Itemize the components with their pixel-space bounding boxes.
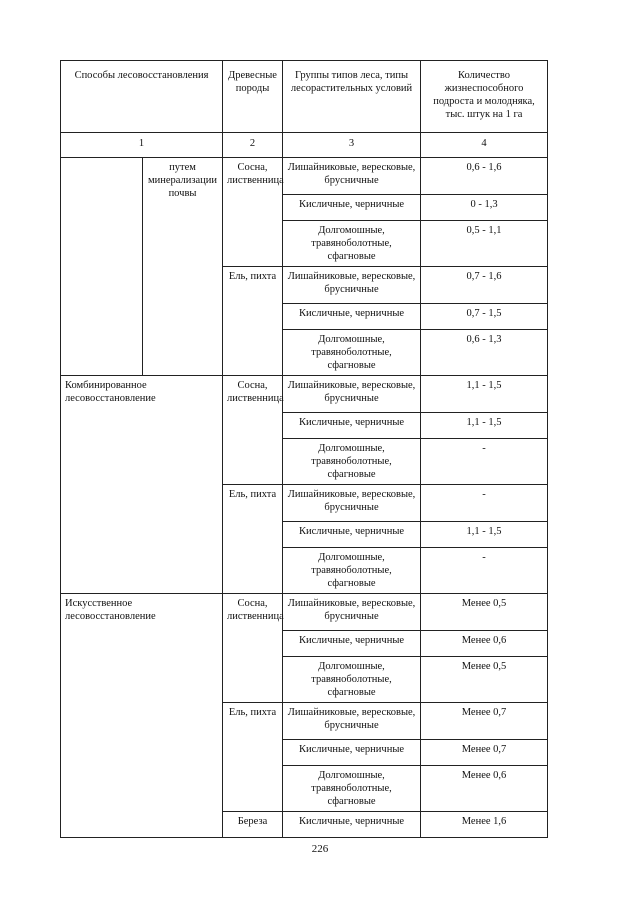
forest-type: Лишайниковые, вересковые, брусничные xyxy=(283,703,421,740)
forest-type: Лишайниковые, вересковые, брусничные xyxy=(283,376,421,413)
forest-type: Кисличные, черничные xyxy=(283,740,421,766)
species-pine-larch: Сосна, лиственница xyxy=(223,158,283,267)
quantity-value: Менее 0,7 xyxy=(421,703,548,740)
forest-type: Кисличные, черничные xyxy=(283,812,421,838)
quantity-value: - xyxy=(421,485,548,522)
method-mineralization: путем минерализации почвы xyxy=(143,158,223,376)
quantity-value: 0 - 1,3 xyxy=(421,195,548,221)
quantity-value: 1,1 - 1,5 xyxy=(421,376,548,413)
table-row xyxy=(61,376,548,413)
reforestation-table xyxy=(60,60,548,838)
table-row xyxy=(61,158,548,195)
header-quantity: Количество жизнеспособного подроста и молодняка, тыс. штук на 1 га xyxy=(421,61,548,133)
column-number-row xyxy=(61,133,548,158)
forest-type: Долгомошные, травяноболотные, сфагновые xyxy=(283,548,421,594)
quantity-value: Менее 1,6 xyxy=(421,812,548,838)
page-number: 226 xyxy=(311,843,329,855)
species-spruce-fir: Ель, пихта xyxy=(223,703,283,812)
header-row xyxy=(61,61,548,133)
quantity-value: Менее 0,5 xyxy=(421,657,548,703)
quantity-value: Менее 0,7 xyxy=(421,740,548,766)
forest-type: Долгомошные, травяноболотные, сфагновые xyxy=(283,766,421,812)
quantity-value: Менее 0,6 xyxy=(421,631,548,657)
quantity-value: 0,5 - 1,1 xyxy=(421,221,548,267)
method-combined: Комбинированное лесовосстановление xyxy=(61,376,223,594)
quantity-value: 0,6 - 1,3 xyxy=(421,330,548,376)
header-species: Древесные породы xyxy=(223,61,283,133)
species-birch: Береза xyxy=(223,812,283,838)
species-pine-larch: Сосна, лиственница xyxy=(223,376,283,485)
forest-type: Долгомошные, травяноболотные, сфагновые xyxy=(283,439,421,485)
quantity-value: 1,1 - 1,5 xyxy=(421,413,548,439)
forest-type: Лишайниковые, вересковые, брусничные xyxy=(283,267,421,304)
column-number: 3 xyxy=(283,133,421,158)
quantity-value: 1,1 - 1,5 xyxy=(421,522,548,548)
table-row xyxy=(61,594,548,631)
forest-type: Кисличные, черничные xyxy=(283,304,421,330)
column-number: 4 xyxy=(421,133,548,158)
species-spruce-fir: Ель, пихта xyxy=(223,267,283,376)
header-forest-groups: Группы типов леса, типы лесорастительных условий xyxy=(283,61,421,133)
quantity-value: - xyxy=(421,548,548,594)
quantity-value: 0,6 - 1,6 xyxy=(421,158,548,195)
forest-type: Долгомошные, травяноболотные, сфагновые xyxy=(283,221,421,267)
quantity-value: Менее 0,6 xyxy=(421,766,548,812)
species-pine-larch: Сосна, лиственница xyxy=(223,594,283,703)
forest-type: Долгомошные, травяноболотные, сфагновые xyxy=(283,330,421,376)
forest-type: Кисличные, черничные xyxy=(283,522,421,548)
forest-type: Лишайниковые, вересковые, брусничные xyxy=(283,594,421,631)
method-artificial: Искусственное лесовосстановление xyxy=(61,594,223,838)
header-methods: Способы лесовосстановления xyxy=(61,61,223,133)
column-number: 1 xyxy=(61,133,223,158)
empty-cell xyxy=(61,158,143,376)
quantity-value: Менее 0,5 xyxy=(421,594,548,631)
forest-type: Лишайниковые, вересковые, брусничные xyxy=(283,485,421,522)
forest-type: Кисличные, черничные xyxy=(283,631,421,657)
forest-type: Долгомошные, травяноболотные, сфагновые xyxy=(283,657,421,703)
quantity-value: 0,7 - 1,6 xyxy=(421,267,548,304)
forest-type: Кисличные, черничные xyxy=(283,413,421,439)
quantity-value: 0,7 - 1,5 xyxy=(421,304,548,330)
forest-type: Лишайниковые, вересковые, брусничные xyxy=(283,158,421,195)
species-spruce-fir: Ель, пихта xyxy=(223,485,283,594)
quantity-value: - xyxy=(421,439,548,485)
column-number: 2 xyxy=(223,133,283,158)
forest-type: Кисличные, черничные xyxy=(283,195,421,221)
